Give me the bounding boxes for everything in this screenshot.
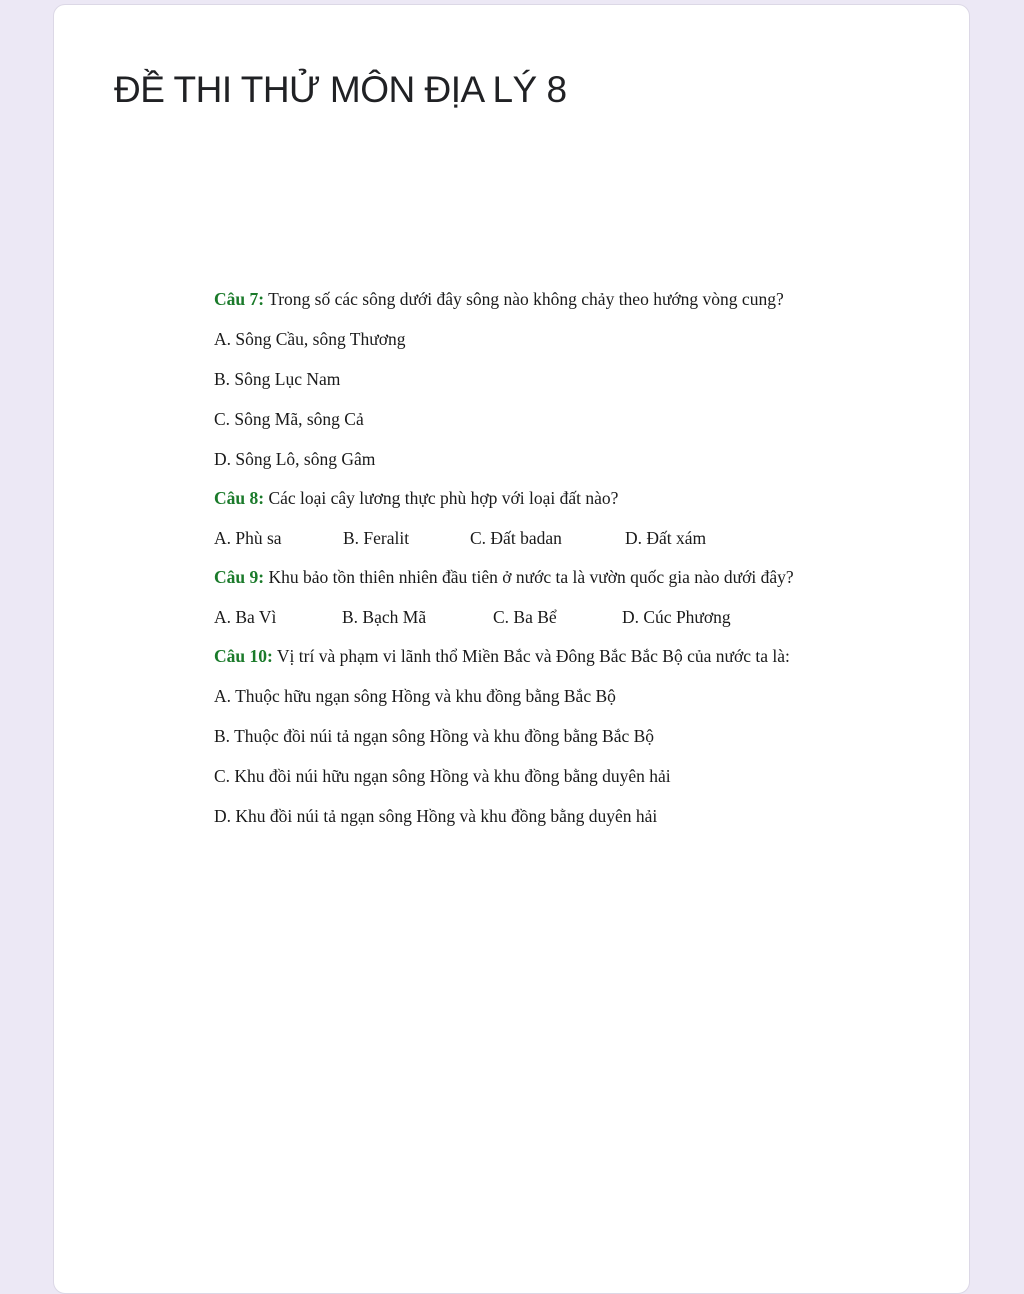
question-9-text: Khu bảo tồn thiên nhiên đầu tiên ở nước ta là vườn quốc gia nào dưới đây? — [264, 567, 794, 587]
question-8-option-b: B. Feralit — [343, 528, 410, 548]
question-7-option-a: A. Sông Cầu, sông Thương — [214, 329, 406, 349]
question-9-option-b: B. Bạch Mã — [342, 607, 427, 627]
question-7-label: Câu 7: — [214, 289, 265, 309]
question-8-option-d: D. Đất xám — [625, 528, 707, 548]
question-8 — [214, 486, 814, 511]
question-7-option-c: C. Sông Mã, sông Cả — [214, 409, 364, 429]
question-10 — [214, 644, 814, 669]
question-9-option-c: C. Ba Bể — [493, 607, 557, 627]
question-9-option-a: A. Ba Vì — [214, 607, 277, 627]
question-10-label: Câu 10: — [214, 646, 273, 666]
exam-image — [214, 287, 814, 843]
question-9-label: Câu 9: — [214, 567, 265, 587]
question-10-option-d: D. Khu đồi núi tả ngạn sông Hồng và khu đồng bằng duyên hải — [214, 806, 658, 826]
form-card — [53, 4, 970, 1294]
question-8-option-c: C. Đất badan — [470, 528, 562, 548]
question-9 — [214, 565, 814, 590]
question-7-option-d: D. Sông Lô, sông Gâm — [214, 449, 376, 469]
question-9-options — [214, 604, 814, 630]
question-10-text: Vị trí và phạm vi lãnh thổ Miền Bắc và Đông Bắc Bắc Bộ của nước ta là: — [272, 646, 790, 666]
question-9-option-d: D. Cúc Phương — [622, 607, 731, 627]
question-8-option-a: A. Phù sa — [214, 528, 282, 548]
question-8-options — [214, 525, 814, 551]
question-7-option-b: B. Sông Lục Nam — [214, 369, 341, 389]
question-7-text: Trong số các sông dưới đây sông nào không chảy theo hướng vòng cung? — [264, 289, 784, 309]
question-8-text: Các loại cây lương thực phù hợp với loại đất nào? — [264, 488, 619, 508]
form-title: ĐỀ THI THỬ MÔN ĐỊA LÝ 8 — [114, 69, 567, 110]
question-10-option-a: A. Thuộc hữu ngạn sông Hồng và khu đồng bằng Bắc Bộ — [214, 686, 616, 706]
question-8-label: Câu 8: — [214, 488, 265, 508]
question-10-option-b: B. Thuộc đồi núi tả ngạn sông Hồng và khu đồng bằng Bắc Bộ — [214, 726, 655, 746]
question-7 — [214, 287, 814, 312]
question-10-option-c: C. Khu đồi núi hữu ngạn sông Hồng và khu đồng bằng duyên hải — [214, 766, 671, 786]
